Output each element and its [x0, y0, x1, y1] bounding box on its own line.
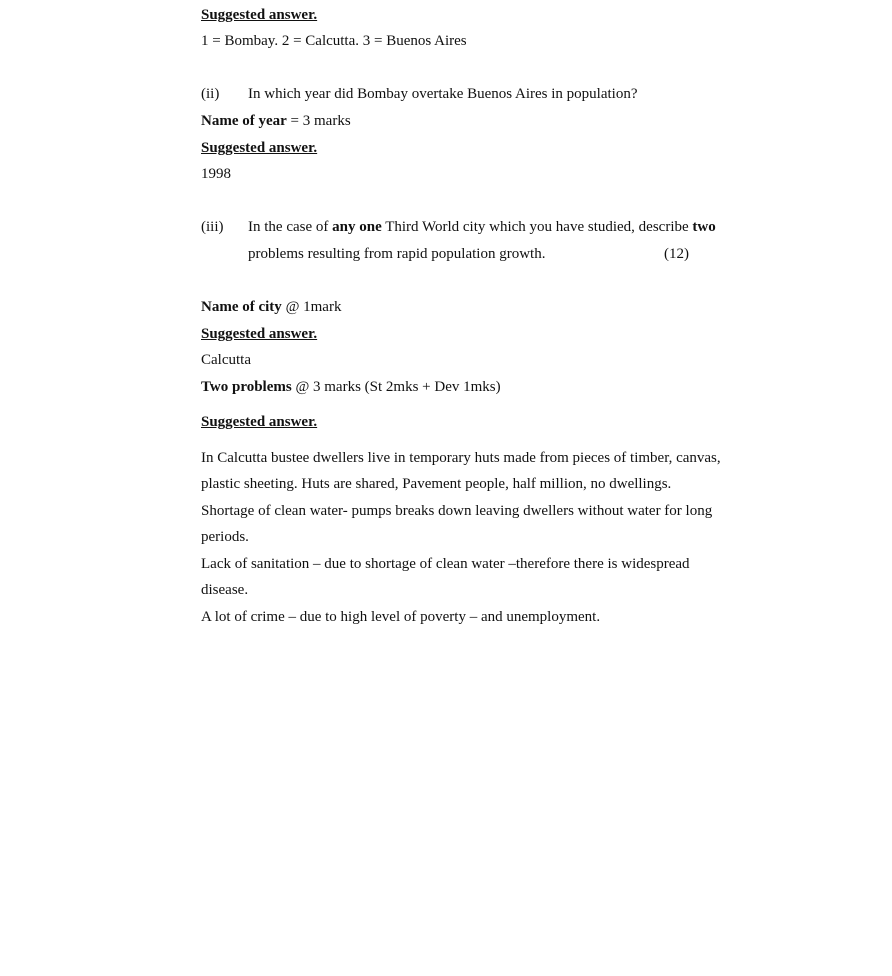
marking-criteria-year	[201, 111, 351, 131]
answer-line: A lot of crime – due to high level of poverty – and unemployment.	[201, 609, 601, 625]
criteria-label: Name of year	[201, 113, 287, 129]
question-marks: (12)	[664, 246, 689, 262]
answer-line: disease.	[201, 582, 249, 598]
answer-line: Shortage of clean water- pumps breaks down leaving dwellers without water for long	[201, 503, 713, 519]
answer-line: plastic sheeting. Huts are shared, Pavement people, half million, no dwellings.	[201, 476, 672, 492]
criteria-label: Two problems	[201, 379, 292, 395]
answer-city: Calcutta	[201, 352, 251, 368]
answer-year: 1998	[201, 166, 231, 182]
criteria-marks: @ 1mark	[281, 299, 342, 315]
marking-criteria-problems	[201, 377, 501, 397]
suggested-answer-heading: Suggested answer.	[201, 414, 318, 430]
question-emphasis: two	[692, 219, 716, 235]
answer-ranking: 1 = Bombay. 2 = Calcutta. 3 = Buenos Aires	[201, 33, 467, 49]
criteria-marks: @ 3 marks (St 2mks + Dev 1mks)	[291, 379, 501, 395]
question-text-ii: In which year did Bombay overtake Buenos Aires in population?	[248, 86, 638, 102]
question-emphasis: any one	[332, 219, 382, 235]
question-number-ii: (ii)	[201, 86, 220, 102]
answer-line: Lack of sanitation – due to shortage of clean water –therefore there is widespread	[201, 556, 690, 572]
question-text-part: In the case of	[248, 219, 333, 235]
question-text-part: Third World city which you have studied, describe	[381, 219, 693, 235]
question-number-iii: (iii)	[201, 219, 224, 235]
answer-line: periods.	[201, 529, 249, 545]
suggested-answer-heading: Suggested answer.	[201, 7, 318, 23]
suggested-answer-heading: Suggested answer.	[201, 326, 318, 342]
criteria-marks: = 3 marks	[286, 113, 351, 129]
criteria-label: Name of city	[201, 299, 282, 315]
suggested-answer-heading: Suggested answer.	[201, 140, 318, 156]
question-text-iii-line1	[248, 217, 716, 237]
marking-criteria-city	[201, 297, 341, 317]
question-text-iii-line2: problems resulting from rapid population growth.	[248, 246, 546, 262]
answer-line: In Calcutta bustee dwellers live in temporary huts made from pieces of timber, canvas,	[201, 450, 721, 466]
